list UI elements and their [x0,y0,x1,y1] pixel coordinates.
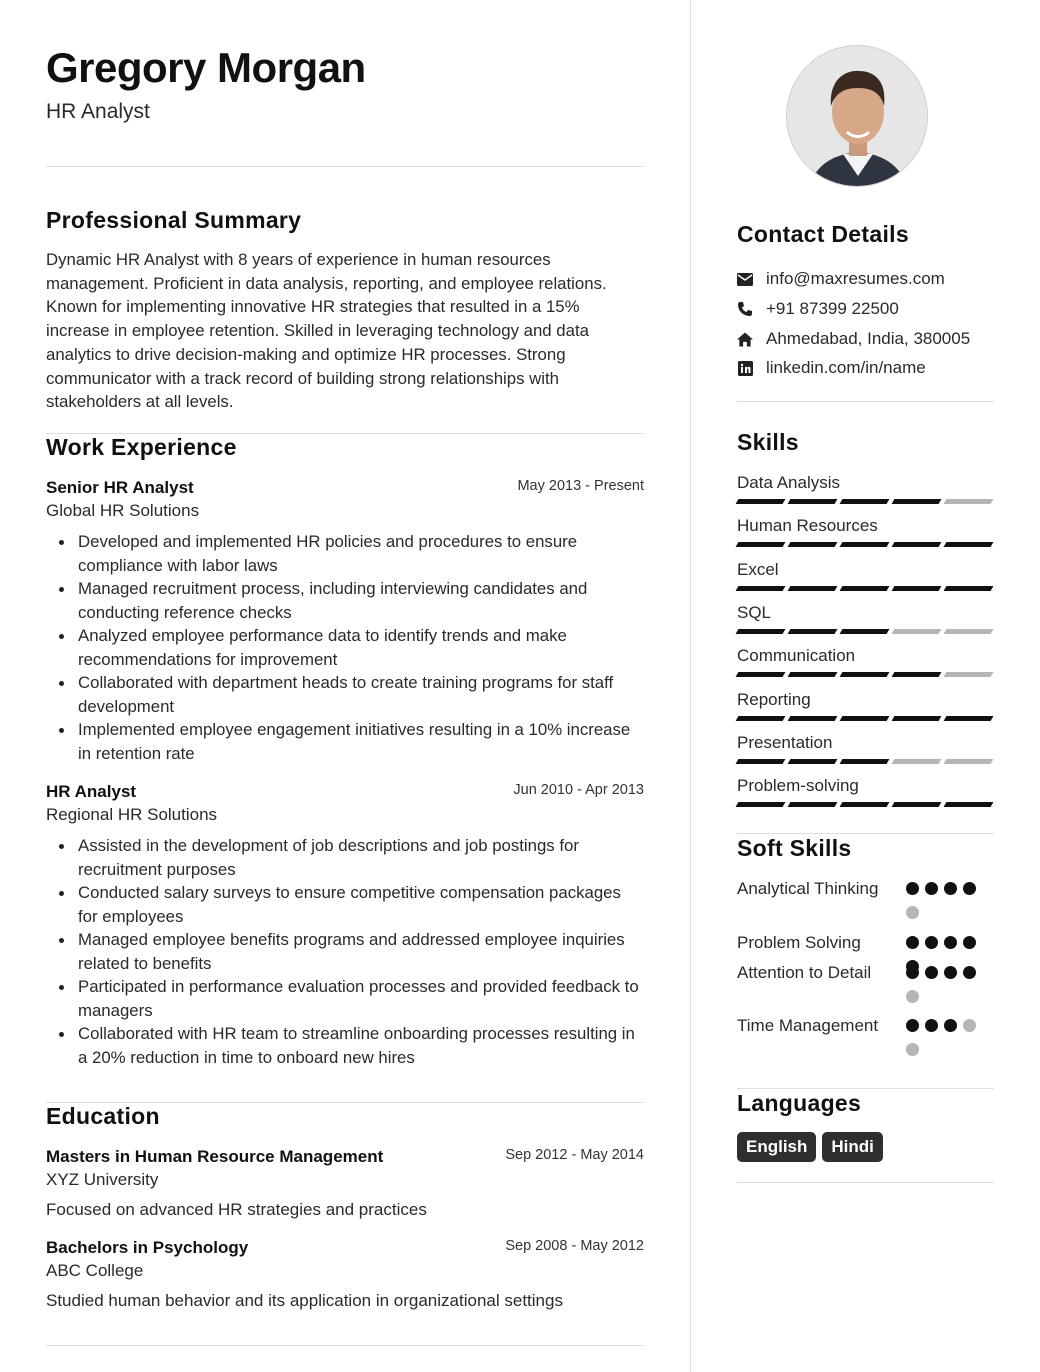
rating-dot-filled [925,936,938,949]
soft-skill-name: Analytical Thinking [737,879,879,898]
skill-segment-filled [736,586,786,591]
school-name: XYZ University [46,1170,159,1189]
skill-segment-empty [944,629,994,634]
skill-segment-filled [788,759,838,764]
education-divider [46,1345,644,1346]
languages-divider [737,1182,994,1183]
home-icon [737,331,753,347]
envelope-icon [737,271,753,287]
skill-segment-filled [736,802,786,807]
skill-item [737,472,994,504]
rating-dot-filled [906,936,919,949]
soft-skill-item [737,931,994,955]
skill-segment-filled [840,629,890,634]
list-item: Analyzed employee performance data to identify trends and make recommendations for improvement [46,624,644,671]
linkedin-text: linkedin.com/in/name [766,358,926,377]
skill-segment-filled [944,802,994,807]
job-entry [46,476,644,765]
skill-segment-filled [788,586,838,591]
rating-dot-empty [906,990,919,1003]
soft-skill-item [737,961,994,985]
rating-dot-filled [963,882,976,895]
rating-dot-filled [963,936,976,949]
email-text: info@maxresumes.com [766,269,945,288]
skill-segment-filled [788,499,838,504]
rating-dot-filled [925,1019,938,1032]
degree-title: Bachelors in Psychology [46,1238,249,1257]
language-badge: Hindi [822,1132,883,1162]
skill-segment-filled [736,499,786,504]
rating-dot-filled [963,966,976,979]
skill-segment-empty [944,759,994,764]
contact-phone[interactable] [737,297,899,321]
skills-divider [737,833,994,834]
contact-title: Contact Details [737,221,909,247]
skill-level-bar [737,759,994,764]
skill-segment-empty [944,672,994,677]
job-dates: Jun 2010 - Apr 2013 [513,782,644,798]
experience-title: Work Experience [46,434,237,460]
skill-segment-filled [892,802,942,807]
education-description: Studied human behavior and its application in organizational settings [46,1291,563,1310]
skill-name: SQL [737,602,772,622]
skill-segment-filled [788,802,838,807]
skill-item [737,732,994,764]
soft-skill-name: Time Management [737,1016,879,1035]
candidate-role: HR Analyst [46,100,150,123]
rating-dot-filled [925,882,938,895]
profile-photo [786,45,928,187]
contact-email[interactable] [737,267,945,291]
soft-skill-rating [906,966,986,1003]
rating-dot-filled [944,966,957,979]
skill-level-bar [737,542,994,547]
skill-segment-filled [840,759,890,764]
skill-segment-empty [892,759,942,764]
job-company: Regional HR Solutions [46,805,218,824]
education-dates: Sep 2012 - May 2014 [505,1147,644,1163]
address-text: Ahmedabad, India, 380005 [766,329,971,348]
skill-segment-filled [788,716,838,721]
education-description: Focused on advanced HR strategies and practices [46,1200,427,1219]
skill-segment-filled [840,802,890,807]
skill-segment-filled [840,672,890,677]
skill-name: Data Analysis [737,473,840,492]
rating-dot-filled [944,1019,957,1032]
skill-segment-filled [892,586,942,591]
skill-item [737,515,994,547]
skill-segment-filled [736,672,786,677]
skill-name: Problem-solving [737,776,859,796]
skill-segment-filled [788,542,838,547]
contact-address [737,327,970,351]
skill-level-bar [737,716,994,721]
contact-linkedin[interactable] [737,356,926,380]
column-divider [690,0,691,1372]
soft-skill-item [737,877,994,901]
education-entry [46,1145,644,1222]
list-item: Collaborated with HR team to streamline onboarding processes resulting in a 20% reduction in time to onboard new hires [46,1022,644,1069]
summary-text: Dynamic HR Analyst with 8 years of experience in human resources management. Proficient in data analysis, reporting, and employee relations. Known for implementing innovative HR strategies that resulted in a 15% increase in employee retention. Skilled in leveraging technology and data analytics to drive decision-making and optimize HR processes. Strong communicator with a track record of building strong relationships with stakeholders at all levels. [46,250,607,412]
phone-icon [737,301,753,317]
skill-level-bar [737,499,994,504]
rating-dot-filled [906,882,919,895]
list-item: Collaborated with department heads to create training programs for staff development [46,671,644,718]
education-title: Education [46,1103,160,1129]
skill-item [737,689,994,721]
rating-dot-filled [906,966,919,979]
language-badge: English [737,1132,816,1162]
skill-name: Reporting [737,689,811,709]
skill-level-bar [737,629,994,634]
list-item: Developed and implemented HR policies and procedures to ensure compliance with labor laws [46,530,644,577]
skill-name: Presentation [737,732,833,752]
job-title: HR Analyst [46,782,137,801]
skill-segment-filled [736,629,786,634]
soft-skill-rating [906,1019,986,1056]
school-name: ABC College [46,1261,144,1280]
rating-dot-empty [963,1019,976,1032]
skill-name: Excel [737,559,779,579]
skill-level-bar [737,802,994,807]
skill-segment-filled [788,629,838,634]
skills-title: Skills [737,429,799,455]
job-title: Senior HR Analyst [46,478,194,497]
skill-item [737,559,994,591]
summary-title: Professional Summary [46,207,302,233]
linkedin-icon [737,360,753,376]
job-entry [46,780,644,1069]
skill-segment-filled [788,672,838,677]
soft-skills-title: Soft Skills [737,835,852,861]
list-item: Assisted in the development of job descriptions and job postings for recruitment purposes [46,834,644,881]
skill-name: Communication [737,646,856,666]
skill-segment-filled [736,542,786,547]
rating-dot-filled [925,966,938,979]
skill-segment-filled [944,716,994,721]
soft-skill-item [737,1014,994,1038]
list-item: Participated in performance evaluation processes and provided feedback to managers [46,975,644,1022]
job-bullets [46,530,644,765]
rating-dot-empty [906,1043,919,1056]
candidate-name: Gregory Morgan [46,44,366,91]
list-item: Managed recruitment process, including interviewing candidates and conducting reference checks [46,577,644,624]
skill-segment-filled [840,716,890,721]
skill-level-bar [737,586,994,591]
job-bullets [46,834,644,1069]
list-item: Conducted salary surveys to ensure competitive compensation packages for employees [46,881,644,928]
soft-skill-rating [906,882,986,919]
skill-item [737,645,994,677]
skill-segment-filled [892,499,942,504]
languages-title: Languages [737,1090,862,1116]
contact-divider [737,401,994,402]
skill-segment-filled [840,586,890,591]
languages-list [737,1132,883,1162]
list-item: Managed employee benefits programs and addressed employee inquiries related to benefits [46,928,644,975]
header-divider [46,166,644,167]
skill-segment-filled [892,672,942,677]
skill-item [737,602,994,634]
job-company: Global HR Solutions [46,501,200,520]
skill-segment-empty [944,499,994,504]
skill-segment-empty [892,629,942,634]
skill-segment-filled [944,542,994,547]
education-dates: Sep 2008 - May 2012 [505,1238,644,1254]
rating-dot-filled [906,1019,919,1032]
skill-name: Human Resources [737,516,878,536]
skill-item [737,775,994,807]
soft-skill-name: Attention to Detail [737,963,872,982]
soft-skill-name: Problem Solving [737,933,861,952]
list-item: Implemented employee engagement initiatives resulting in a 10% increase in retention rate [46,718,644,765]
skill-segment-filled [840,499,890,504]
skill-segment-filled [840,542,890,547]
skill-segment-filled [736,759,786,764]
rating-dot-empty [906,906,919,919]
education-entry [46,1236,644,1313]
job-dates: May 2013 - Present [517,478,644,494]
skill-segment-filled [892,716,942,721]
phone-text: +91 87399 22500 [766,299,899,318]
rating-dot-filled [944,882,957,895]
rating-dot-filled [944,936,957,949]
skill-level-bar [737,672,994,677]
skill-segment-filled [736,716,786,721]
degree-title: Masters in Human Resource Management [46,1147,384,1166]
skill-segment-filled [944,586,994,591]
soft-skills-divider [737,1088,994,1089]
skill-segment-filled [892,542,942,547]
